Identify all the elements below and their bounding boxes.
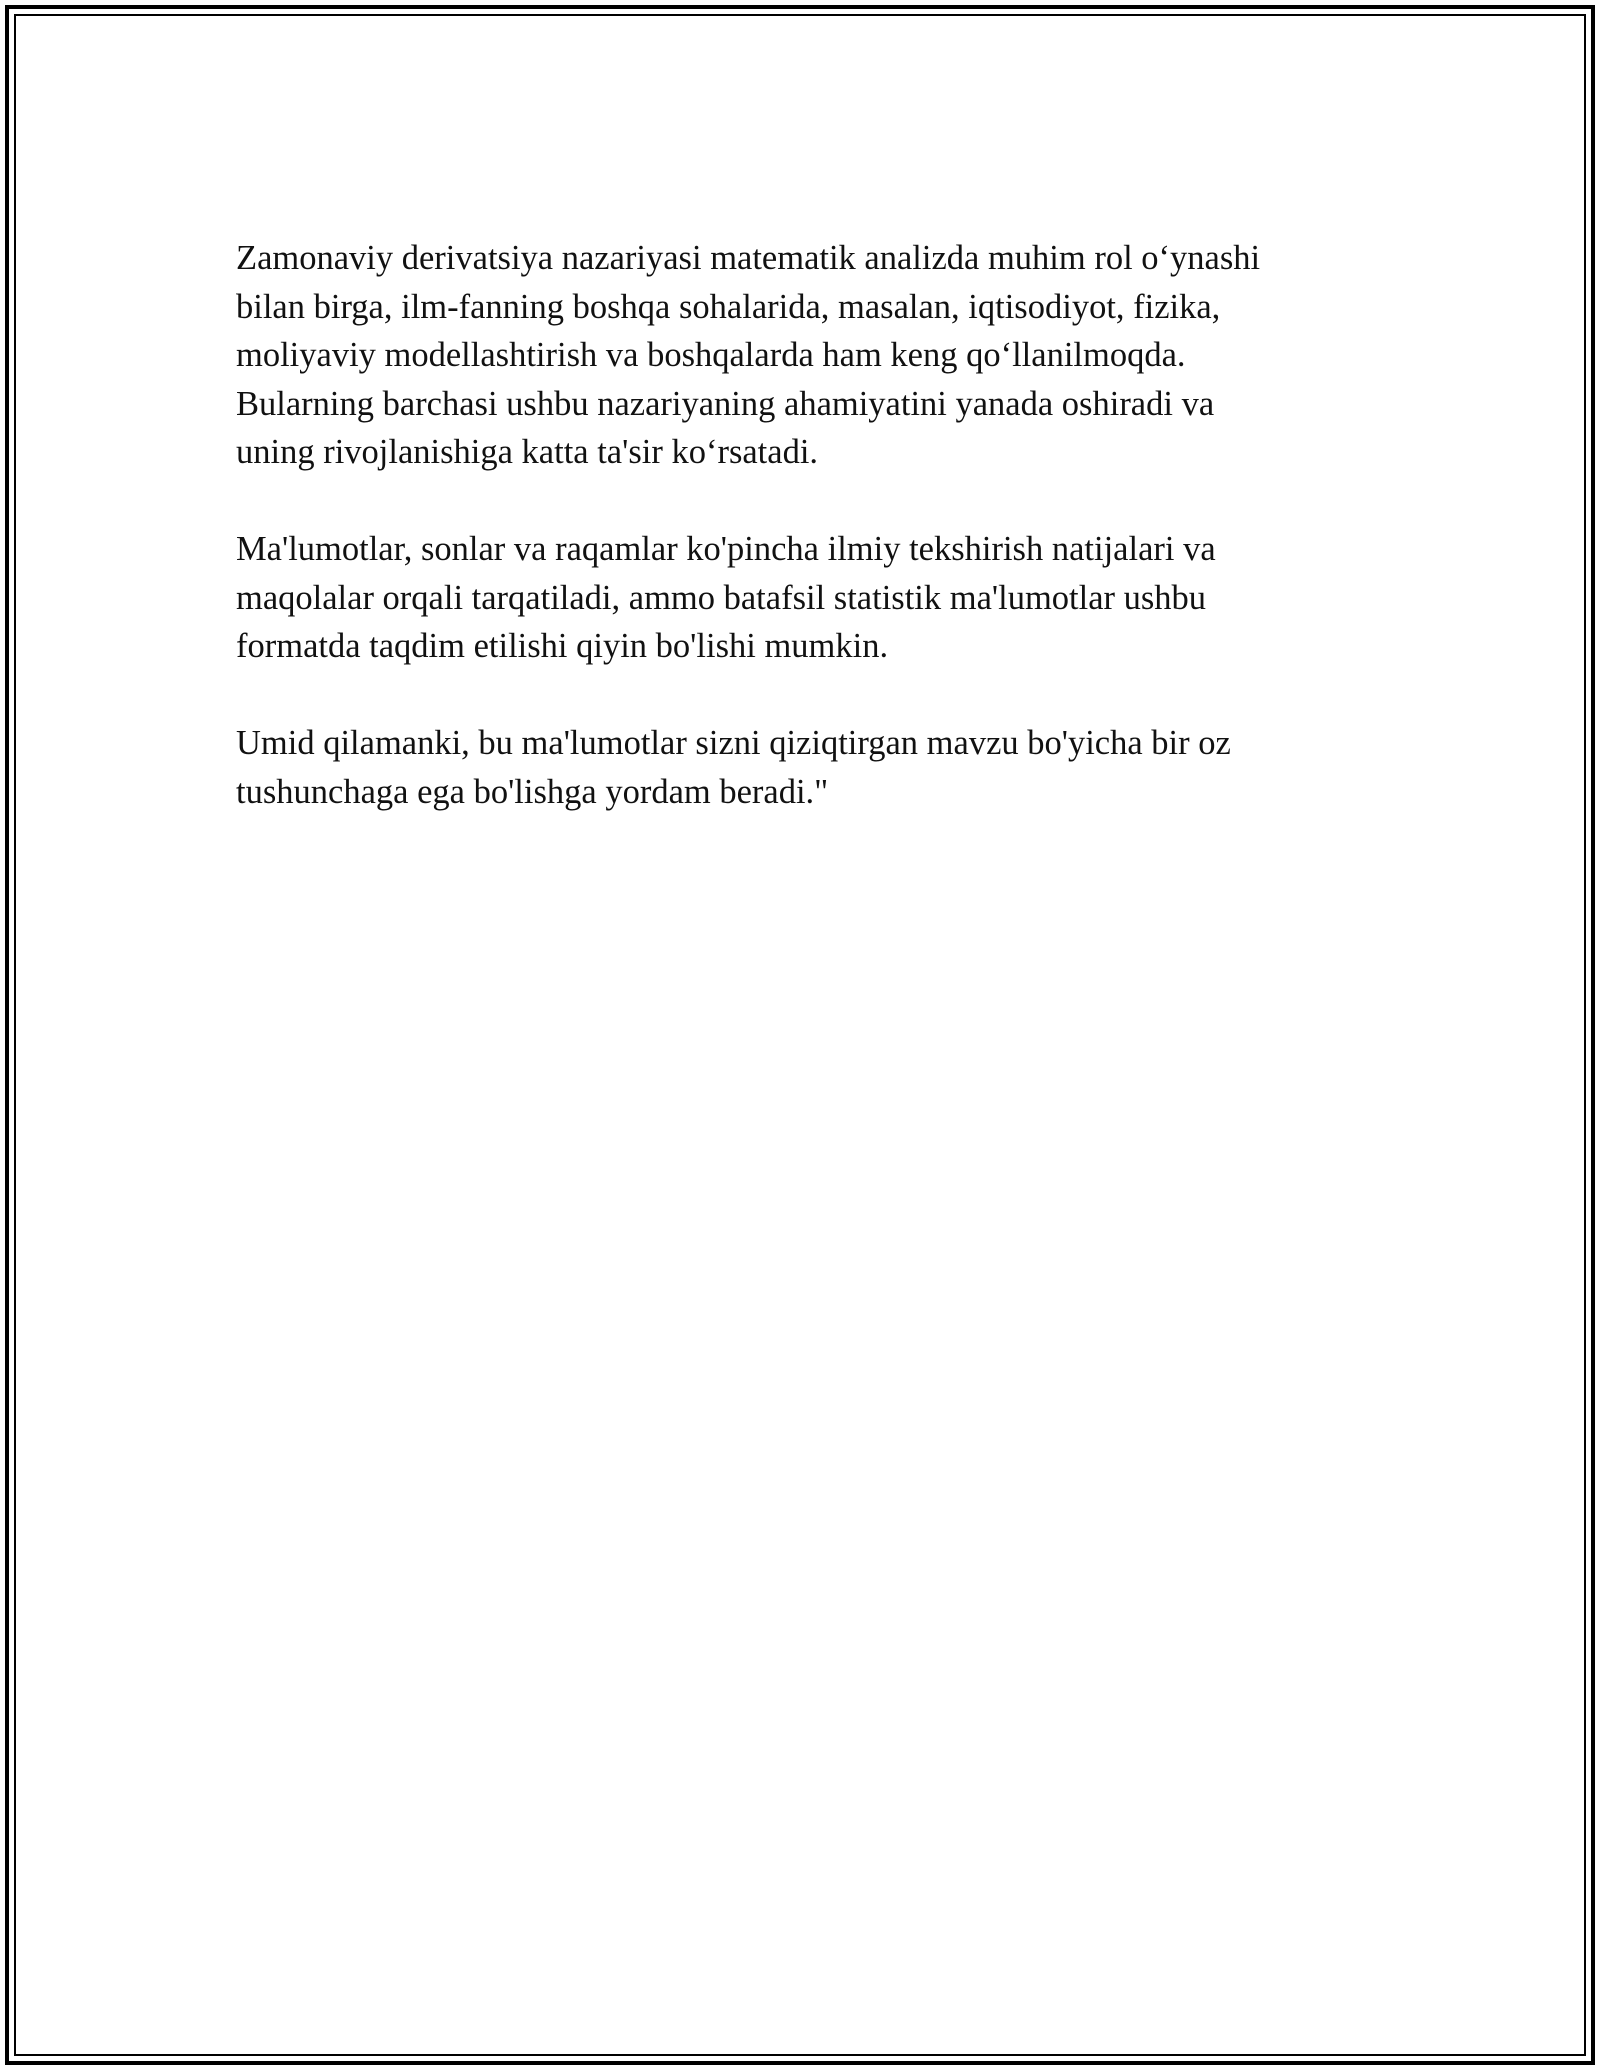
paragraph-3: Umid qilamanki, bu ma'lumotlar sizni qiziqtirgan mavzu bo'yicha bir oz tushunchaga ega bo'lishga yordam beradi." (236, 724, 1231, 811)
document-body (236, 234, 1366, 865)
paragraph-1: Zamonaviy derivatsiya nazariyasi matematik analizda muhim rol o‘ynashi bilan birga, ilm-fanning boshqa sohalarida, masalan, iqtisodiyot, fizika, moliyaviy modellashtirish va boshqalarda ham keng qo‘llanilmoqda. Bularning barchasi ushbu nazariyaning ahamiyatini yanada oshiradi va uning rivojlanishiga katta ta'sir ko‘rsatadi. (236, 239, 1261, 471)
paragraph-2: Ma'lumotlar, sonlar va raqamlar ko'pincha ilmiy tekshirish natijalari va maqolalar orqali tarqatiladi, ammo batafsil statistik ma'lumotlar ushbu formatda taqdim etilishi qiyin bo'lishi mumkin. (236, 530, 1216, 665)
